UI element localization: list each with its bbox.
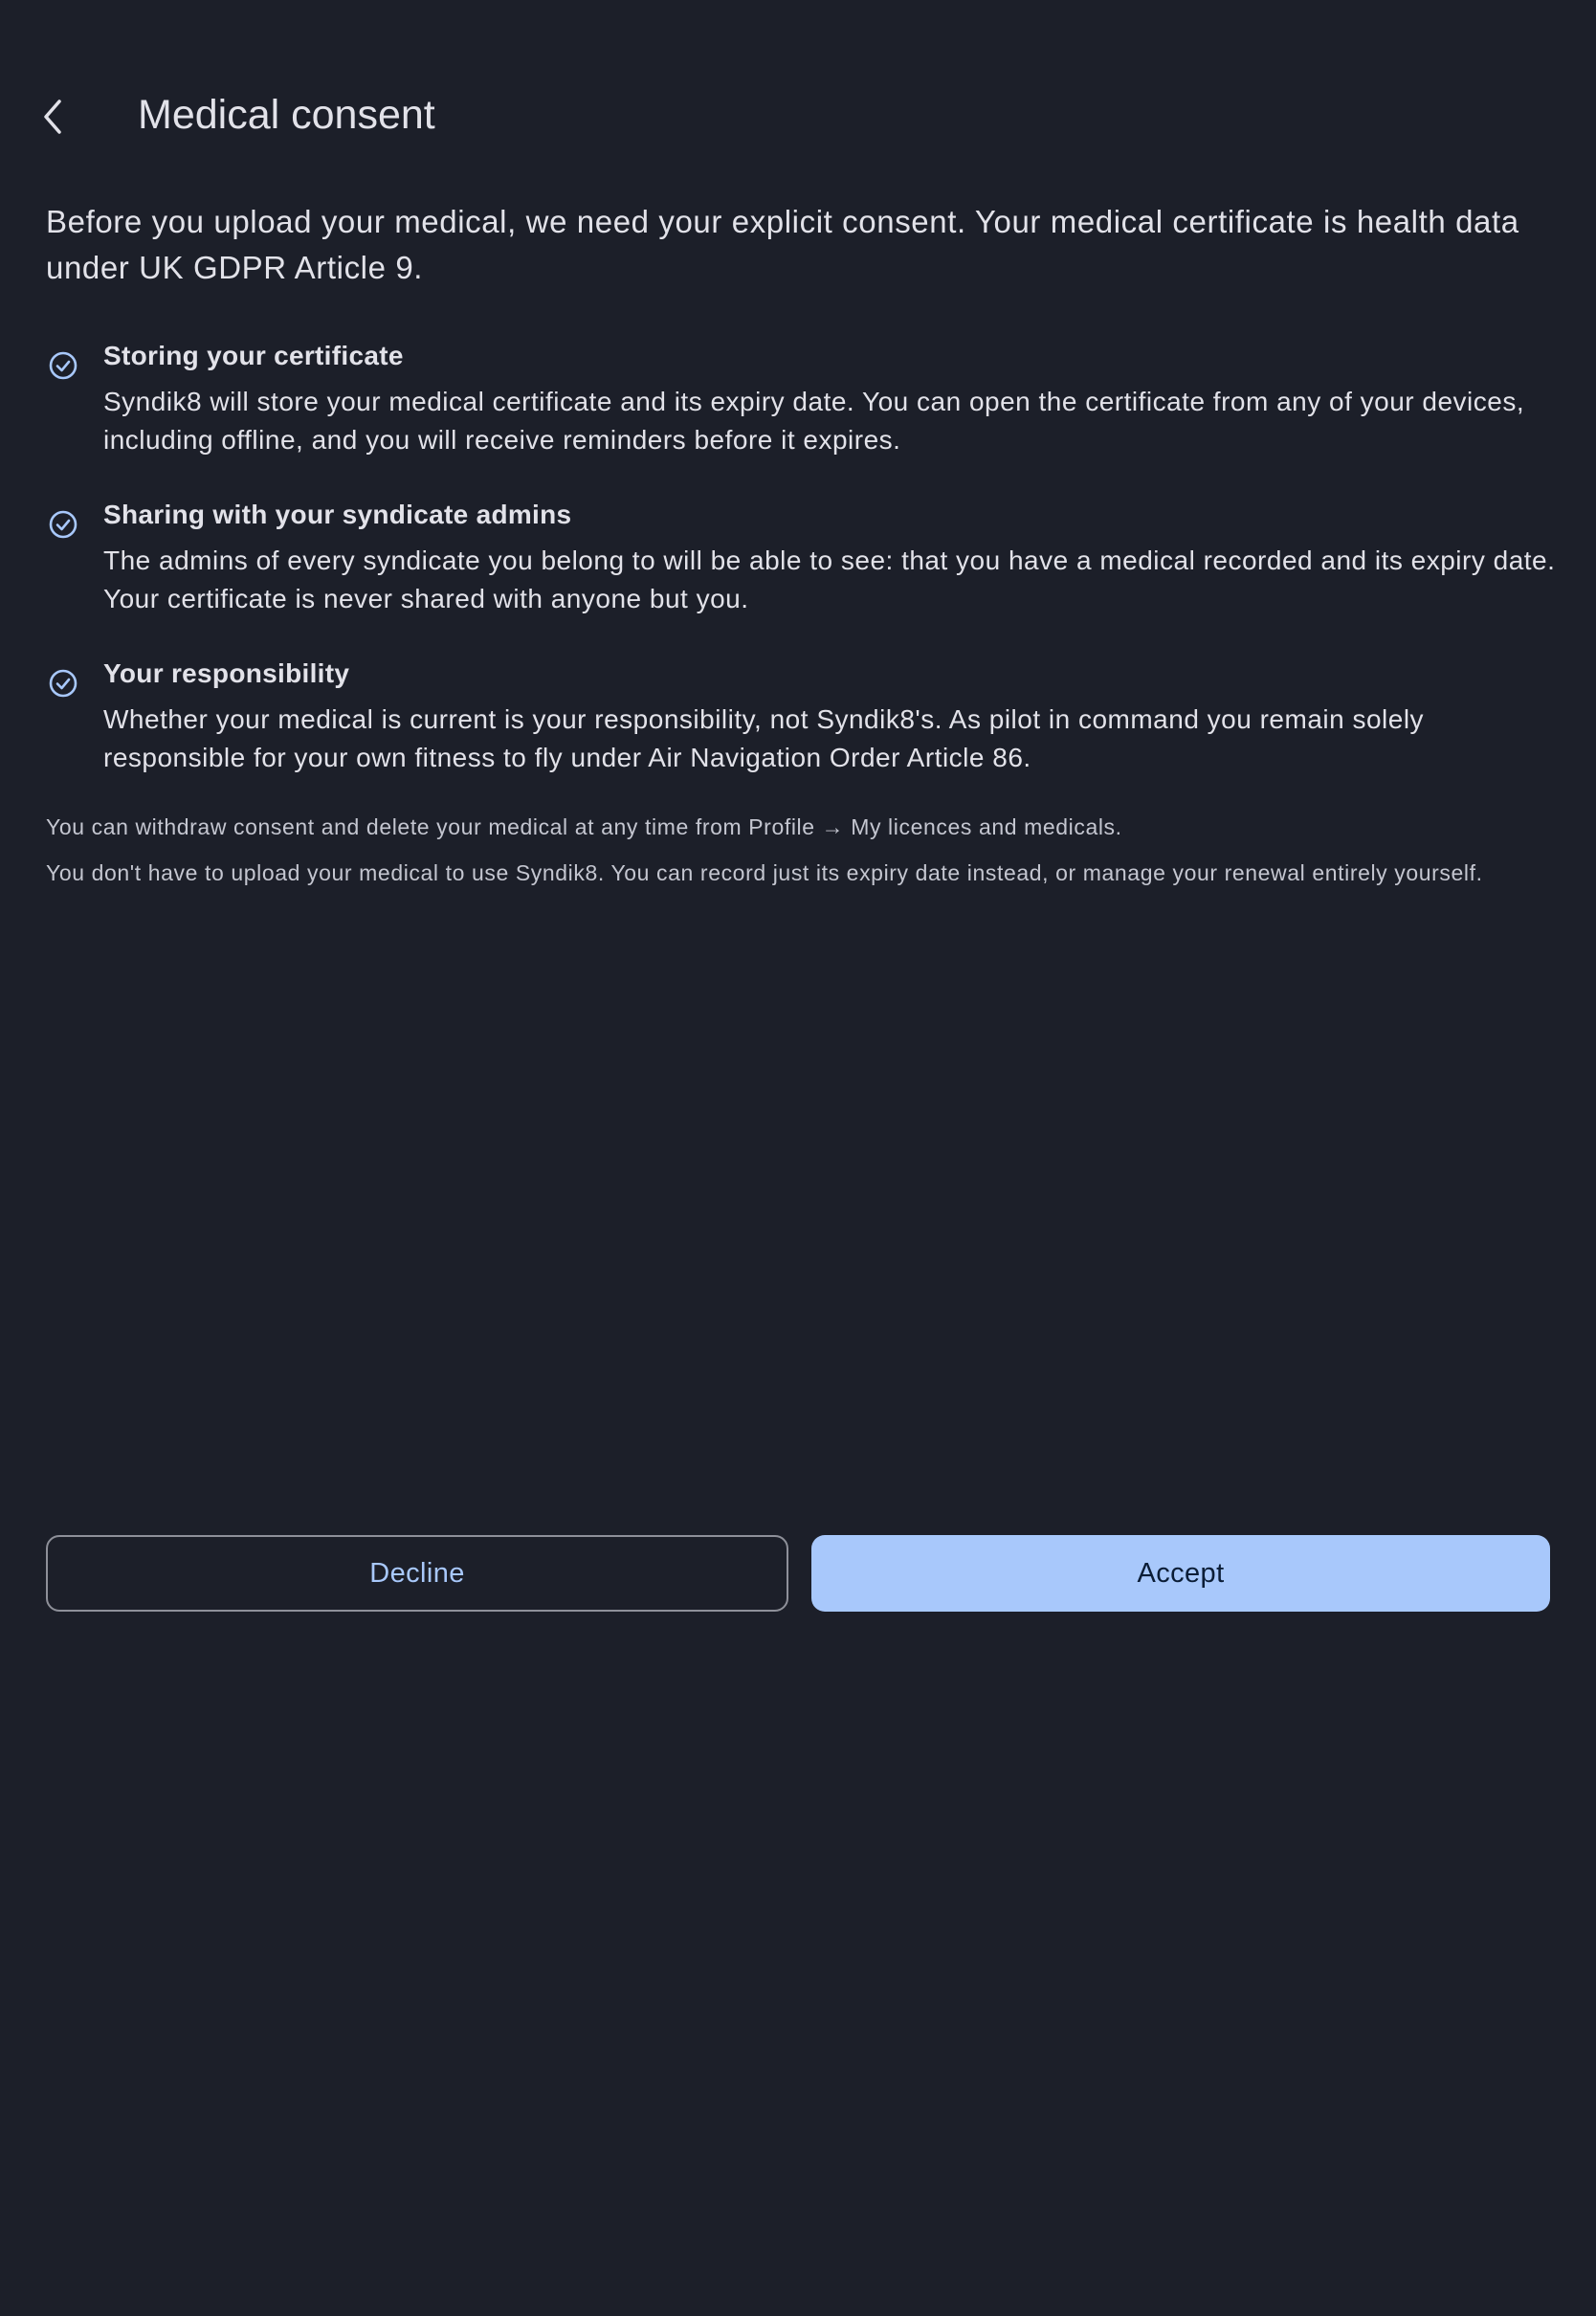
- check-circle-icon: [48, 668, 78, 699]
- consent-item-title: Your responsibility: [103, 658, 350, 688]
- check-circle-icon: [48, 509, 78, 540]
- intro-text: Before you upload your medical, we need your explicit consent. Your medical certificate is health data under UK GDPR Article 9.: [46, 204, 1519, 285]
- consent-item-body: Syndik8 will store your medical certificate and its expiry date. You can open the certificate from any of your devices, including offline, and you will receive reminders before it expires.: [103, 387, 1525, 455]
- consent-item-storing: [46, 337, 1558, 459]
- accept-button[interactable]: Accept: [811, 1535, 1550, 1612]
- consent-item-responsibility: [46, 655, 1558, 777]
- consent-item-title: Storing your certificate: [103, 341, 404, 370]
- consent-item-body: The admins of every syndicate you belong to will be able to see: that you have a medical recorded and its expiry date. Your certificate is never shared with anyone but you.: [103, 546, 1556, 613]
- back-button[interactable]: [23, 86, 84, 147]
- chevron-left-icon: [34, 98, 73, 136]
- consent-item-title: Sharing with your syndicate admins: [103, 500, 572, 529]
- consent-item-body: Whether your medical is current is your responsibility, not Syndik8's. As pilot in command you remain solely responsible for your own fitness to fly under Air Navigation Order Article 86.: [103, 704, 1425, 772]
- withdraw-consent-note: You can withdraw consent and delete your medical at any time from Profile → My licences and medicals.: [46, 814, 1122, 839]
- app-bar: [0, 57, 1596, 172]
- page-title: Medical consent: [138, 92, 435, 138]
- action-buttons: [46, 1535, 1550, 1612]
- check-circle-icon: [48, 350, 78, 381]
- consent-item-sharing: [46, 496, 1558, 618]
- optional-upload-note: You don't have to upload your medical to use Syndik8. You can record just its expiry date instead, or manage your renewal entirely yourself.: [46, 860, 1483, 885]
- decline-button[interactable]: Decline: [46, 1535, 788, 1612]
- consent-list: [46, 337, 1558, 813]
